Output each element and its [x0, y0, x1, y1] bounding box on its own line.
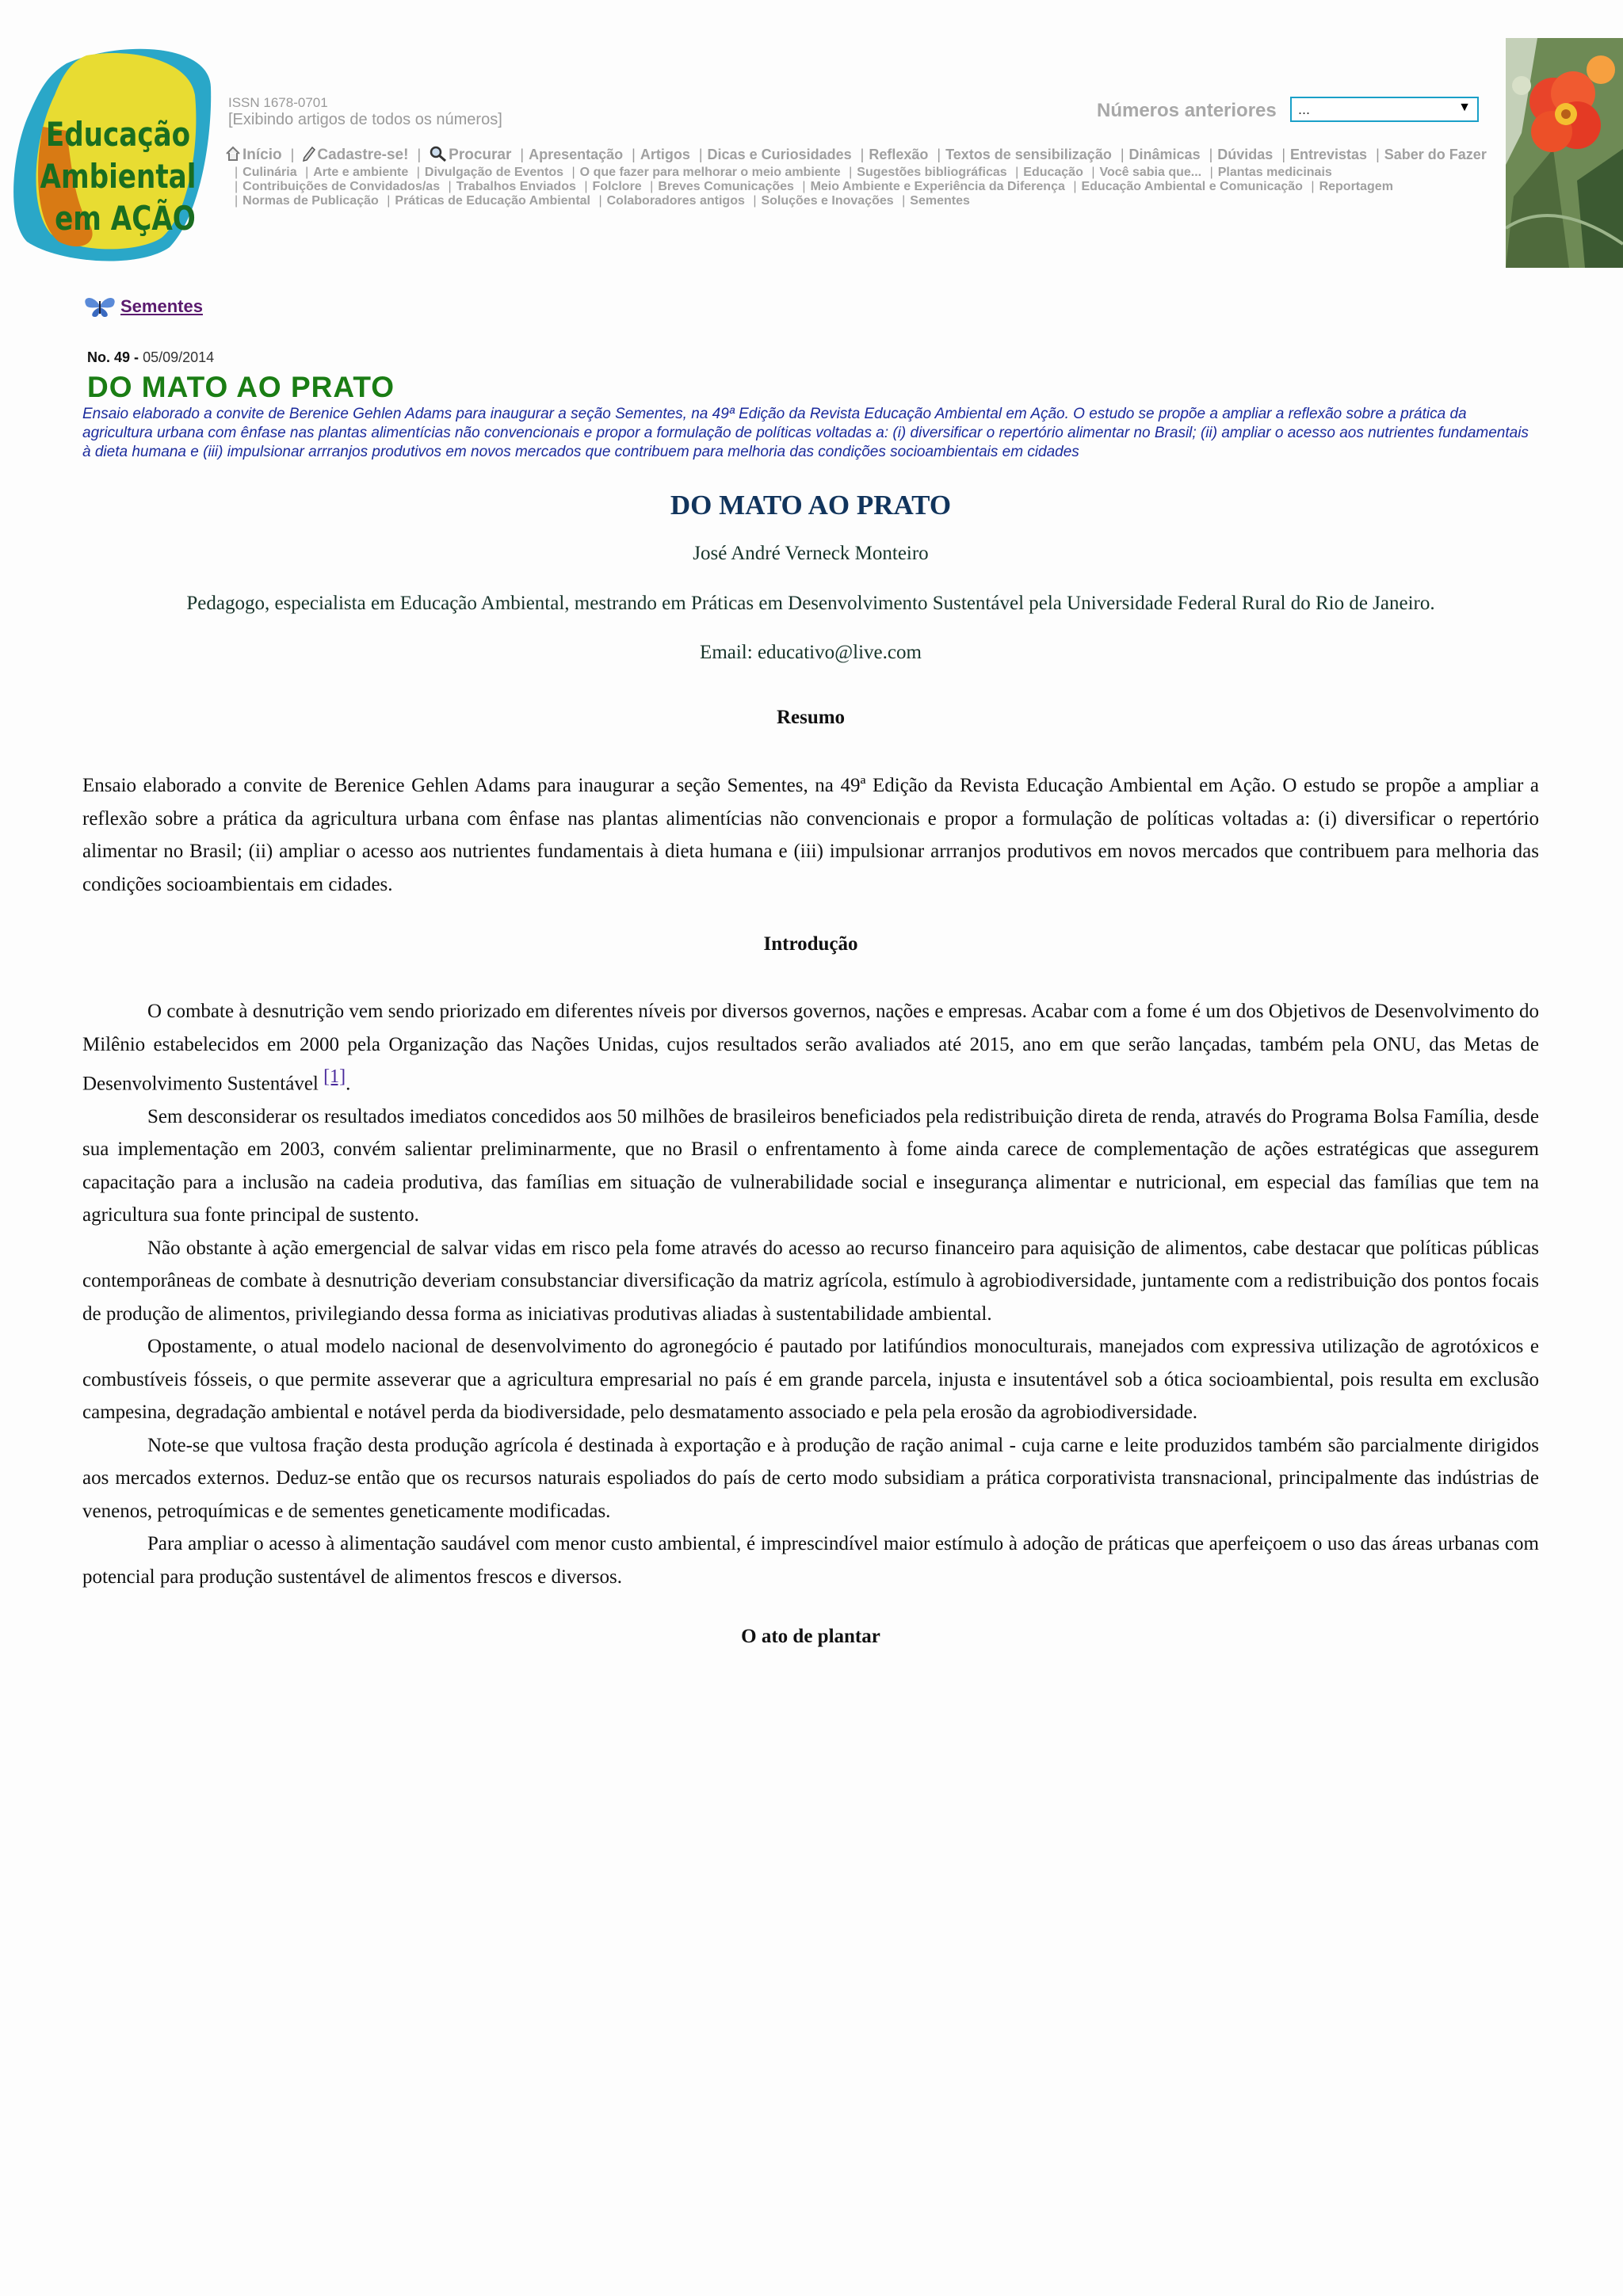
- nav-link[interactable]: Normas de Publicação: [242, 194, 379, 208]
- nav-link[interactable]: Soluções e Inovações: [761, 194, 894, 208]
- logo-text-1: Educação: [45, 116, 191, 155]
- issue-date: 05/09/2014: [143, 349, 215, 365]
- previous-issues-select[interactable]: [1290, 97, 1479, 122]
- author-affiliation: Pedagogo, especialista em Educação Ambiental, mestrando em Práticas em Desenvolvimento Sustentável pela Universidade Federal Rural do Rio de Janeiro.: [186, 593, 1435, 614]
- logo-text-3: em AÇÃO: [55, 200, 196, 238]
- abstract-text: Ensaio elaborado a convite de Berenice Gehlen Adams para inaugurar a seção Sementes, na 49ª Edição da Revista Educação Ambiental em Ação. O estudo se propõe a ampliar a reflexão sobre a prática da agricultura urbana com ênfase nas plantas alimentícias não convencionais e propor a formulação de políticas voltadas a: (i) diversificar o repertório alimentar no Brasil; (ii) ampliar o acesso aos nutrientes fundamentais à dieta humana e (iii) impulsionar arrranjos produtivos em novos mercados que contribuem para melhoria das condições socioambientais em cidades.: [82, 775, 1539, 895]
- nav-home-link[interactable]: Início: [242, 147, 282, 163]
- author-email: Email: educativo@live.com: [700, 642, 922, 663]
- previous-issues-value: ...: [1298, 101, 1311, 117]
- nav-row-2: | Culinária | Arte e ambiente | Divulgação de Eventos | O que fazer para melhorar o meio ambiente | Sugestões bibliográficas | Educação | Você sabia que... | Plantas medicinais: [235, 166, 1332, 179]
- nav-link[interactable]: Textos de sensibilização: [945, 147, 1112, 162]
- issue-separator: -: [134, 349, 139, 365]
- nav-link[interactable]: Artigos: [640, 147, 690, 162]
- nav-link[interactable]: Apresentação: [529, 147, 624, 162]
- site-logo[interactable]: [11, 40, 214, 266]
- nav-link[interactable]: Folclore: [592, 180, 642, 193]
- issue-number: No. 49: [87, 349, 131, 365]
- article-author: José André Verneck Monteiro: [693, 543, 929, 564]
- nav-link[interactable]: Arte e ambiente: [313, 166, 409, 179]
- nav-link[interactable]: Trabalhos Enviados: [456, 180, 576, 193]
- home-icon: [225, 146, 241, 164]
- butterfly-icon: [82, 295, 117, 323]
- nav-link[interactable]: Contribuições de Convidados/as: [242, 180, 441, 193]
- intro-paragraph-4: Opostamente, o atual modelo nacional de desenvolvimento do agronegócio é pautado por latifúndios monoculturais, manejados com expressiva utilização de agrotóxicos e combustíveis fósseis, o que permite asseverar que a agricultura empresarial no país é em grande parcela, injusta e insutentável sob a ótica socioambiental, pois resulta em exclusão campesina, degradação ambiental e notável perda da biodiversidade, pelo desmatamento associado e pela pela erosão da agrobiodiversidade.: [82, 1336, 1539, 1424]
- nav-link[interactable]: Educação Ambiental e Comunicação: [1081, 180, 1303, 193]
- issue-info: [87, 349, 214, 366]
- intro-paragraph-2: Sem desconsiderar os resultados imediatos concedidos aos 50 milhões de brasileiros beneficiados pela redistribuição direta de renda, através do Programa Bolsa Família, desde sua implementação em 2003, convém salientar preliminarmente, que no Brasil o enfrentamento à fome ainda carece de complementação de ações estratégicas que assegurem capacitação para a inclusão na cadeia produtiva, das famílias em situação de vulnerabilidade social e insegurança alimentar e nutricional, em especial das famílias que tem na agricultura sua fonte principal de sustento.: [82, 1105, 1539, 1226]
- nav-search-link[interactable]: Procurar: [449, 147, 512, 163]
- nav-link[interactable]: Entrevistas: [1290, 147, 1368, 162]
- nav-link[interactable]: Divulgação de Eventos: [424, 166, 564, 179]
- nav-link[interactable]: Reportagem: [1319, 180, 1393, 193]
- intro-section: [82, 995, 1539, 1593]
- page-title: DO MATO AO PRATO: [87, 371, 395, 403]
- nav-link[interactable]: Plantas medicinais: [1217, 166, 1332, 179]
- article-body: [82, 485, 1539, 1648]
- nav-link[interactable]: Sementes: [910, 194, 970, 208]
- nav-row-1: Início | Cadastre-se! | Procurar | Apresentação | Artigos | Dicas e Curiosidades | Reflexão | Textos de sensibilização | Dinâmicas | Dúvidas | Entrevistas | Saber do Fazer: [225, 146, 1501, 164]
- section-sementes-link[interactable]: Sementes: [120, 296, 203, 316]
- intro-heading: Introdução: [763, 933, 858, 955]
- intro-paragraph-1-end: .: [346, 1073, 351, 1095]
- nav-row-4: | Normas de Publicação | Práticas de Educação Ambiental | Colaboradores antigos | Soluções e Inovações | Sementes: [235, 194, 970, 208]
- nav-link[interactable]: Sugestões bibliográficas: [857, 166, 1007, 179]
- logo-text-2: Ambiental: [40, 158, 197, 196]
- nav-link[interactable]: Culinária: [242, 166, 297, 179]
- intro-paragraph-3: Não obstante à ação emergencial de salvar vidas em risco pela fome através do acesso ao recurso financeiro para aquisição de alimentos, cabe destacar que políticas públicas contemporâneas de combate à desnutrição deveriam consubstanciar diversificação da matriz agrícola, estímulo à agrobiodiversidade, juntamente com a redistribuição dos pontos focais de produção de alimentos, privilegiando dessa forma as iniciativas produtivas aliadas à sustentabilidade ambiental.: [82, 1237, 1539, 1325]
- issn-label: ISSN 1678-0701: [228, 95, 328, 110]
- showing-all-label: [Exibindo artigos de todos os números]: [228, 111, 502, 128]
- planting-heading: O ato de plantar: [741, 1626, 880, 1648]
- nav-link[interactable]: Colaboradores antigos: [606, 194, 745, 208]
- nav-link[interactable]: Saber do Fazer: [1384, 147, 1487, 162]
- nav-link[interactable]: Meio Ambiente e Experiência da Diferença: [810, 180, 1065, 193]
- article-title: DO MATO AO PRATO: [670, 490, 952, 521]
- site-navigation: [225, 146, 1501, 208]
- intro-paragraph-6: Para ampliar o acesso à alimentação saudável com menor custo ambiental, é imprescindível maior estímulo à adoção de práticas que aperfeiçoem o uso das áreas urbanas com potencial para produção sustentável de alimentos frescos e diversos.: [82, 1533, 1539, 1588]
- intro-paragraph-5: Note-se que vultosa fração desta produção agrícola é destinada à exportação e à produção de ração animal - cuja carne e leite produzidos também são parcialmente dirigidos aos mercados externos. Deduz-se então que os recursos naturais espoliados do país de certo modo subsidiam a prática corporativista transnacional, principalmente das indústrias de venenos, petroquímicas e de sementes geneticamente modificadas.: [82, 1434, 1539, 1522]
- magnifier-icon: [430, 146, 447, 164]
- intro-paragraph-1-text: O combate à desnutrição vem sendo priorizado em diferentes níveis por diversos governos, nações e empresas. Acabar com a fome é um dos Objetivos de Desenvolvimento do Milênio estabelecidos em 2000 pela Organização das Nações Unidas, cujos resultados serão avaliados até 2015, ano em que serão lançadas, também pela ONU, das Metas de Desenvolvimento Sustentável: [82, 1001, 1539, 1095]
- intro-paragraph-1: [82, 995, 1539, 1100]
- flower-photo: [1506, 38, 1623, 268]
- dropdown-arrow-icon: ▼: [1458, 101, 1471, 114]
- footnote-link[interactable]: [1]: [323, 1066, 346, 1087]
- nav-link[interactable]: Educação: [1023, 166, 1083, 179]
- nav-link[interactable]: Práticas de Educação Ambiental: [395, 194, 590, 208]
- previous-issues-label: Números anteriores: [1097, 100, 1277, 121]
- nav-link[interactable]: Breves Comunicações: [658, 180, 794, 193]
- nav-link[interactable]: Dúvidas: [1217, 147, 1274, 162]
- nav-row-3: | Contribuições de Convidados/as | Trabalhos Enviados | Folclore | Breves Comunicações | Meio Ambiente e Experiência da Diferença | Educação Ambiental e Comunicação | Reportagem: [235, 180, 1393, 193]
- nav-register-link[interactable]: Cadastre-se!: [317, 147, 409, 163]
- article-lead: Ensaio elaborado a convite de Berenice Gehlen Adams para inaugurar a seção Sementes, na 49ª Edição da Revista Educação Ambiental em Ação. O estudo se propõe a ampliar a reflexão sobre a prática da agricultura urbana com ênfase nas plantas alimentícias não convencionais e propor a formulação de políticas voltadas a: (i) diversificar o repertório alimentar no Brasil; (ii) ampliar o acesso aos nutrientes fundamentais à dieta humana e (iii) impulsionar arrranjos produtivos em novos mercados que contribuem para melhoria das condições socioambientais em cidades: [82, 406, 1529, 460]
- nav-link[interactable]: O que fazer para melhorar o meio ambiente: [579, 166, 841, 179]
- nav-link[interactable]: Você sabia que...: [1099, 166, 1202, 179]
- nav-link[interactable]: Reflexão: [869, 147, 929, 162]
- nav-link[interactable]: Dicas e Curiosidades: [707, 147, 852, 162]
- nav-link[interactable]: Dinâmicas: [1128, 147, 1201, 162]
- section-breadcrumb: [82, 295, 203, 323]
- abstract-heading: Resumo: [776, 707, 846, 728]
- pencil-icon: [303, 146, 315, 164]
